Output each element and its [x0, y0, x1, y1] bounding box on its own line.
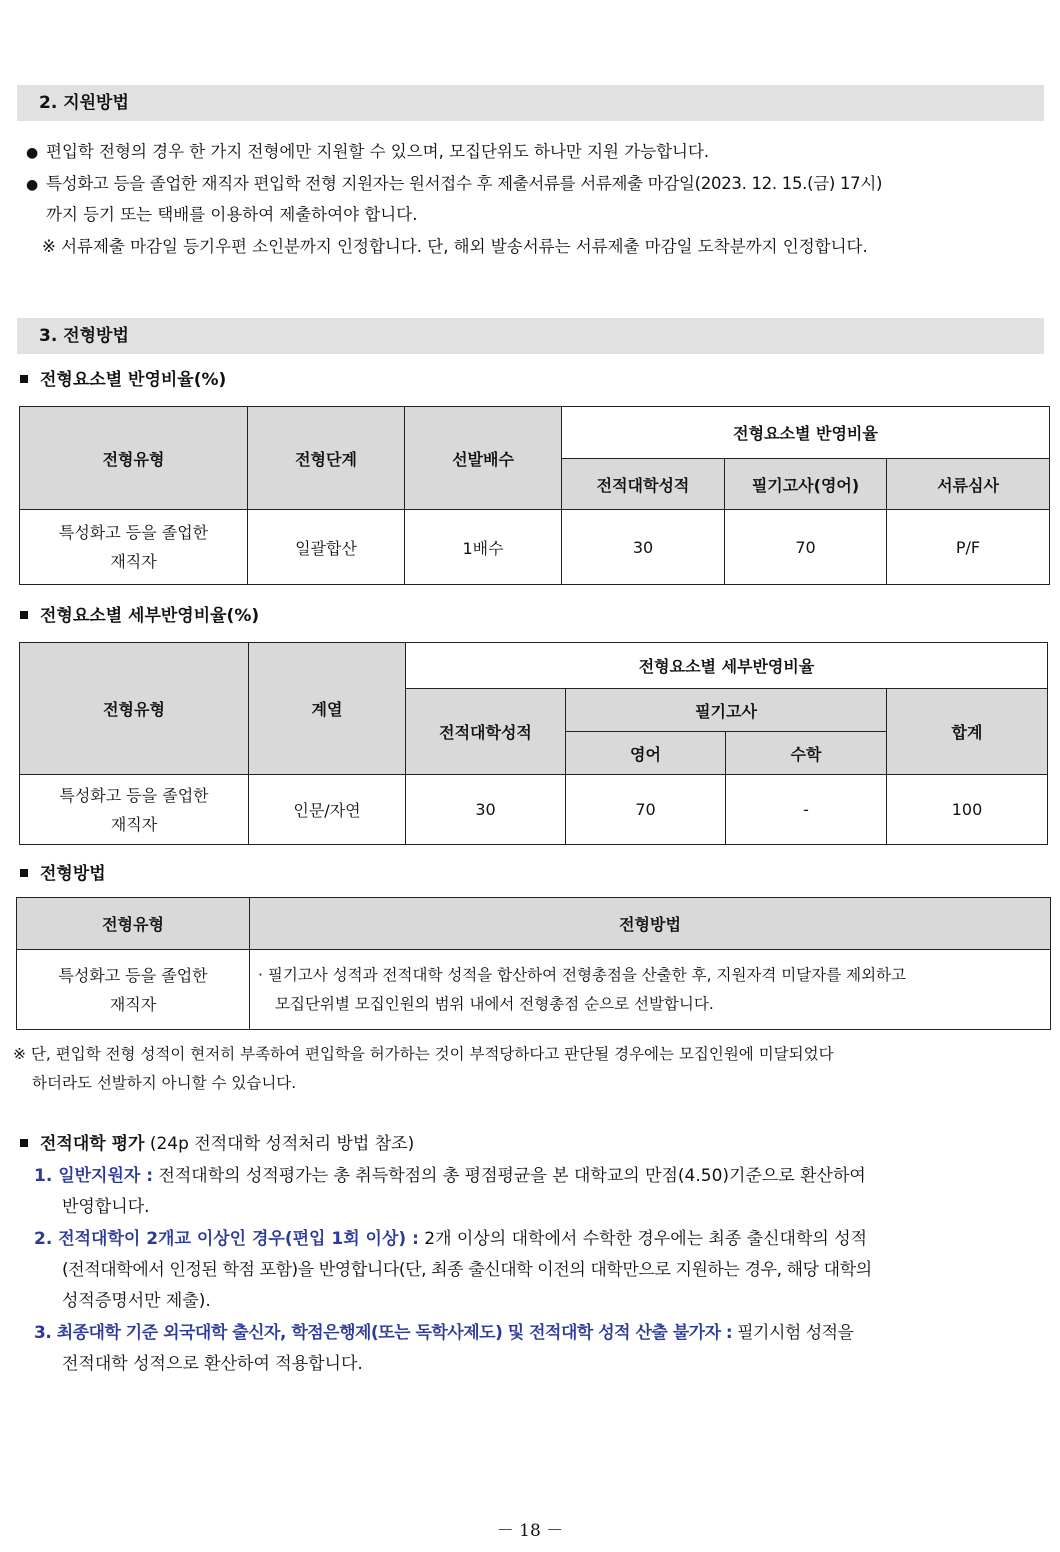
- col-multiple: 선발배수: [405, 407, 562, 510]
- cell-multiple: 1배수: [405, 510, 562, 585]
- col-prev-school: 전적대학성적: [562, 459, 725, 510]
- ratio-table: [19, 406, 1050, 585]
- cell-type: 특성화고 등을 졸업한 재직자: [20, 510, 248, 585]
- col-method: 전형방법: [250, 898, 1051, 950]
- section2-bullet-2-line-2: 까지 등기 또는 택배를 이용하여 제출하여야 합니다.: [46, 205, 418, 224]
- page-number: － 18 －: [496, 1521, 564, 1541]
- eval-item-2-line-2: (전적대학에서 인정된 학점 포함)을 반영합니다(단, 최종 출신대학 이전의 대학만으로 지원하는 경우, 해당 대학의: [62, 1260, 872, 1280]
- table-row: [20, 775, 1048, 845]
- cell-math: -: [726, 775, 887, 845]
- col-type: 전형유형: [20, 407, 248, 510]
- cell-stage: 일괄합산: [248, 510, 405, 585]
- section-3-title: 3. 전형방법: [17, 318, 1044, 354]
- square-bullet-icon: [20, 375, 28, 383]
- cell-written: 70: [725, 510, 887, 585]
- section2-bullet-1: 편입학 전형의 경우 한 가지 전형에만 지원할 수 있으며, 모집단위도 하나만 지원 가능합니다.: [46, 142, 710, 161]
- table-row: [17, 950, 1051, 1030]
- cell-english: 70: [566, 775, 726, 845]
- square-bullet-icon: [20, 1139, 28, 1147]
- col-group: 전형요소별 반영비율: [562, 407, 1050, 459]
- cell-method: · 필기고사 성적과 전적대학 성적을 합산하여 전형총점을 산출한 후, 지원자격 미달자를 제외하고 모집단위별 모집인원의 범위 내에서 전형총점 순으로 선발합니다.: [250, 950, 1051, 1030]
- col-prev-school: 전적대학성적: [406, 689, 566, 775]
- section2-note: ※ 서류제출 마감일 등기우편 소인분까지 인정합니다. 단, 해외 발송서류는 서류제출 마감일 도착분까지 인정합니다.: [42, 237, 868, 256]
- bullet-dot: ●: [26, 145, 39, 161]
- col-track: 계열: [249, 643, 406, 775]
- eval-item-1-line-2: 반영합니다.: [62, 1197, 150, 1217]
- method-table: [16, 897, 1051, 1030]
- col-type: 전형유형: [20, 643, 249, 775]
- table1-heading: 전형요소별 반영비율(%): [16, 368, 226, 392]
- cell-prev: 30: [562, 510, 725, 585]
- bullet-dot: ●: [26, 177, 39, 193]
- eval-item-3-line-2: 전적대학 성적으로 환산하여 적용합니다.: [62, 1354, 363, 1374]
- col-written: 필기고사(영어): [725, 459, 887, 510]
- col-total: 합계: [887, 689, 1048, 775]
- col-stage: 전형단계: [248, 407, 405, 510]
- eval-item-3: 3. 최종대학 기준 외국대학 출신자, 학점은행제(또는 독학사제도) 및 전적대학 성적 산출 불가자 : 필기시험 성적을: [34, 1323, 854, 1343]
- col-type: 전형유형: [17, 898, 250, 950]
- selection-note-line-1: ※ 단, 편입학 전형 성적이 현저히 부족하여 편입학을 허가하는 것이 부적당하다고 판단될 경우에는 모집인원에 미달되었다: [13, 1045, 834, 1063]
- eval-item-2: 2. 전적대학이 2개교 이상인 경우(편입 1회 이상) : 2개 이상의 대학에서 수학한 경우에는 최종 출신대학의 성적: [34, 1229, 868, 1249]
- col-group: 전형요소별 세부반영비율: [406, 643, 1048, 689]
- col-math: 수학: [726, 732, 887, 775]
- table2-heading: 전형요소별 세부반영비율(%): [16, 604, 259, 628]
- section-2-title: 2. 지원방법: [17, 85, 1044, 121]
- table-row: [20, 510, 1050, 585]
- col-written: 필기고사: [566, 689, 887, 732]
- square-bullet-icon: [20, 869, 28, 877]
- cell-type: 특성화고 등을 졸업한 재직자: [20, 775, 249, 845]
- cell-type: 특성화고 등을 졸업한 재직자: [17, 950, 250, 1030]
- col-docs: 서류심사: [887, 459, 1050, 510]
- col-english: 영어: [566, 732, 726, 775]
- eval-heading: 전적대학 평가 (24p 전적대학 성적처리 방법 참조): [16, 1132, 414, 1156]
- eval-item-2-line-3: 성적증명서만 제출).: [62, 1291, 211, 1311]
- cell-track: 인문/자연: [249, 775, 406, 845]
- square-bullet-icon: [20, 611, 28, 619]
- table3-heading: 전형방법: [16, 862, 106, 886]
- detail-ratio-table: [19, 642, 1048, 845]
- section2-bullet-2-line-1: 특성화고 등을 졸업한 재직자 편입학 전형 지원자는 원서접수 후 제출서류를 서류제출 마감일(2023. 12. 15.(금) 17시): [46, 174, 883, 193]
- eval-item-1: 1. 일반지원자 : 전적대학의 성적평가는 총 취득학점의 총 평점평균을 본 대학교의 만점(4.50)기준으로 환산하여: [34, 1166, 866, 1186]
- selection-note-line-2: 하더라도 선발하지 아니할 수 있습니다.: [32, 1074, 297, 1092]
- cell-total: 100: [887, 775, 1048, 845]
- cell-docs: P/F: [887, 510, 1050, 585]
- cell-prev: 30: [406, 775, 566, 845]
